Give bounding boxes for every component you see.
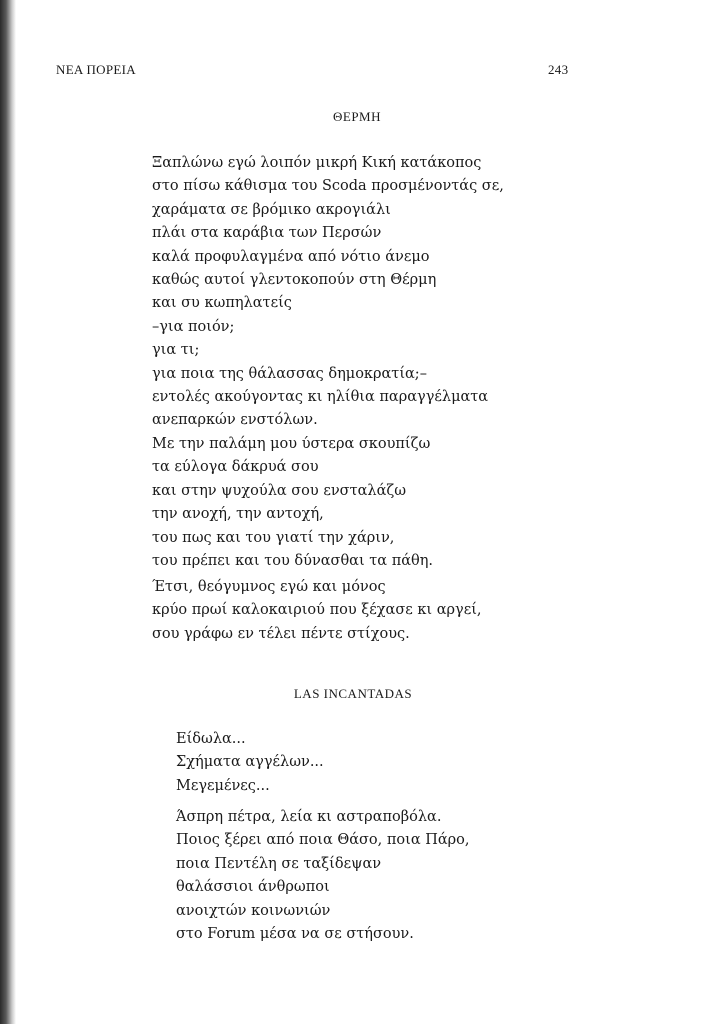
poem-line: Με την παλάμη μου ύστερα σκουπίζω [152, 435, 431, 452]
poem-line: κρύο πρωί καλοκαιριού που ξέχασε κι αργεί, [152, 602, 482, 619]
poem-line: χαράματα σε βρόμικο ακρογιάλι [152, 201, 391, 218]
poem-incantadas-stanza-2 [176, 806, 470, 946]
poem-therme-stanza-1 [152, 152, 504, 573]
poem-line: για ποια της θάλασσας δημοκρατία;– [152, 365, 427, 382]
poem-line: πλάι στα καράβια των Περσών [152, 225, 382, 242]
poem-line: στο πίσω κάθισμα του Scoda προσμένοντάς σε, [152, 178, 504, 195]
poem-therme-stanza-2 [152, 576, 482, 646]
poem-line: καλά προφυλαγμένα από νότιο άνεμο [152, 248, 430, 265]
page-binding-shadow [0, 0, 16, 1024]
poem-line: στο Forum μέσα να σε στήσουν. [176, 926, 414, 943]
poem-line: σου γράφω εν τέλει πέντε στίχους. [152, 625, 410, 642]
poem-line: την ανοχή, την αντοχή, [152, 506, 324, 523]
poem-line: Ξαπλώνω εγώ λοιπόν μικρή Κική κατάκοπος [152, 155, 482, 171]
poem-line: ανεπαρκών ενστόλων. [152, 412, 318, 429]
poem-line: για τι; [152, 342, 200, 359]
running-title: ΝΕΑ ΠΟΡΕΙΑ [56, 62, 136, 77]
page-number: 243 [548, 62, 569, 77]
poem-line: Είδωλα... [176, 731, 246, 747]
poem-title-therme: ΘΕΡΜΗ [332, 109, 381, 124]
poem-line: Σχήματα αγγέλων... [176, 754, 324, 771]
poem-line: του πρέπει και του δύνασθαι τα πάθη. [152, 552, 434, 569]
poem-line: και στην ψυχούλα σου ενσταλάζω [152, 482, 407, 499]
poem-title-las-incantadas: LAS INCANTADAS [293, 686, 413, 701]
poem-line: ανοιχτών κοινωνιών [176, 902, 331, 919]
poem-line: του πως και του γιατί την χάριν, [152, 529, 395, 546]
poem-line: Μεγεμένες... [176, 777, 270, 794]
poem-line: εντολές ακούγοντας κι ηλίθια παραγγέλματα [152, 389, 489, 406]
poem-line: Άσπρη πέτρα, λεία κι αστραποβόλα. [176, 809, 442, 825]
poem-line: τα εύλογα δάκρυά σου [152, 459, 319, 476]
poem-line: καθώς αυτοί γλεντοκοπούν στη Θέρμη [152, 272, 437, 289]
poem-line: Ποιος ξέρει από ποια Θάσο, ποια Πάρο, [176, 832, 470, 849]
poem-line: Έτσι, θεόγυμνος εγώ και μόνος [152, 579, 386, 595]
poem-line: θαλάσσιοι άνθρωποι [176, 879, 330, 896]
poem-line: και συ κωπηλατείς [152, 295, 292, 312]
poem-line: ποια Πεντέλη σε ταξίδεψαν [176, 855, 382, 872]
poem-incantadas-stanza-1 [176, 728, 324, 798]
poem-line: –για ποιόν; [152, 318, 235, 335]
